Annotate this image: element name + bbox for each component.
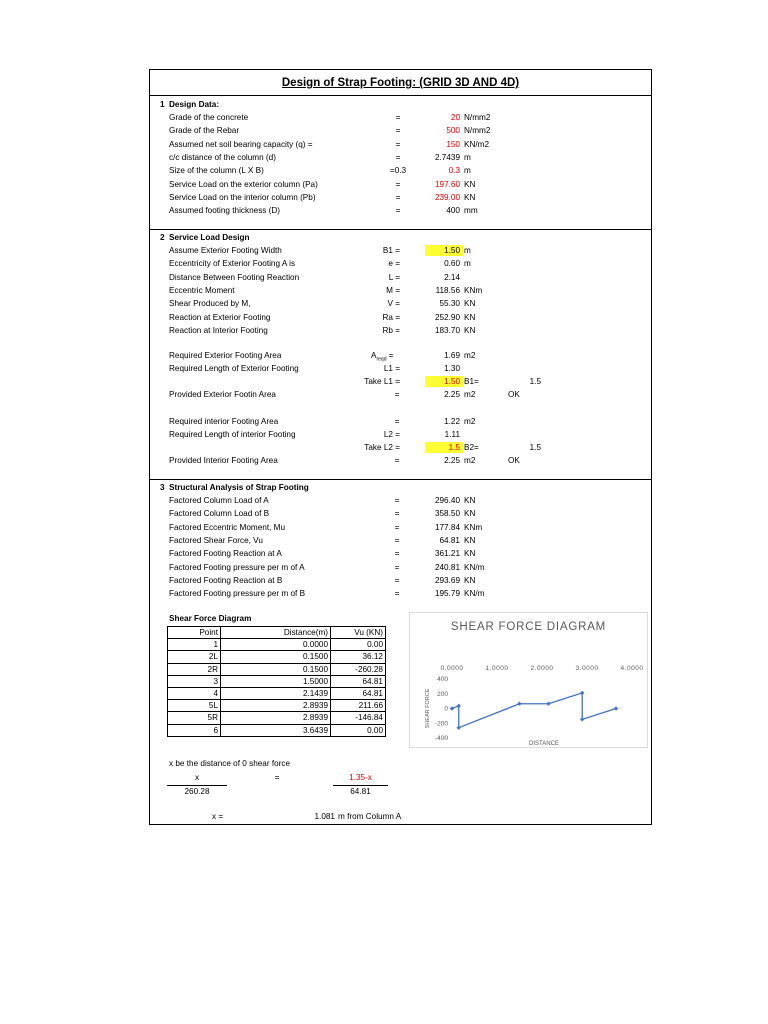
- design-data-label: Service Load on the interior column (Pb): [169, 192, 316, 202]
- structural-analysis-label: Factored Shear Force, Vu: [169, 535, 263, 545]
- x-tick-label: 3.0000: [575, 665, 599, 672]
- table-cell: -260.28: [331, 663, 386, 675]
- ext-prov-unit: m2: [464, 390, 476, 399]
- int-take-b-label: B2=: [464, 443, 479, 452]
- design-data-unit: N/mm2: [464, 113, 491, 122]
- structural-analysis-label: Factored Footing pressure per m of B: [169, 589, 306, 599]
- ext-req-area-value: 1.69: [444, 351, 460, 360]
- table-cell: 0.1500: [221, 663, 331, 675]
- design-data-value: 20: [450, 113, 460, 122]
- design-data-value: 0.3: [448, 166, 460, 176]
- structural-analysis-value: 358.50: [434, 509, 460, 519]
- section-divider: [150, 479, 651, 480]
- design-data-unit: mm: [464, 206, 478, 216]
- zero-shear-caption: x be the distance of 0 shear force: [169, 759, 291, 768]
- service-load-value: 2.14: [444, 272, 460, 282]
- table-row: [168, 687, 386, 699]
- table-cell: 2.8939: [221, 712, 331, 724]
- data-point: [580, 717, 584, 721]
- service-load-symbol: B1 =: [382, 246, 400, 255]
- design-data-label: Service Load on the exterior column (Pa): [169, 179, 318, 189]
- ext-prov-eq: =: [394, 390, 400, 399]
- table-cell: 5L: [168, 700, 221, 712]
- service-load-symbol: M =: [386, 285, 400, 295]
- service-load-value: 252.90: [434, 312, 460, 322]
- design-data-label: c/c distance of the column (d): [169, 152, 276, 162]
- structural-analysis-eq: =: [394, 509, 400, 519]
- y-tick-label: -400: [434, 735, 448, 742]
- design-data-unit: KN/m2: [464, 139, 490, 149]
- table-header-cell: Point: [168, 627, 221, 639]
- design-data-label: Assumed net soil bearing capacity (q) =: [169, 139, 313, 149]
- int-take-value: 1.5: [448, 443, 460, 452]
- int-take-b-value: 1.5: [529, 443, 541, 452]
- table-cell: 2L: [168, 651, 221, 663]
- design-data-value: 197.60: [434, 179, 460, 189]
- table-cell: 6: [168, 724, 221, 736]
- table-cell: 1: [168, 639, 221, 651]
- design-data-unit: m: [464, 152, 471, 162]
- service-load-symbol: Ra =: [382, 312, 400, 322]
- structural-analysis-value: 293.69: [434, 575, 460, 585]
- int-req-area-unit: m2: [464, 417, 476, 426]
- zero-shear-num-left: x: [194, 773, 200, 782]
- int-prov-unit: m2: [464, 456, 476, 465]
- table-cell: 2.1439: [221, 687, 331, 699]
- service-load-label: Assume Exterior Footing Width: [169, 246, 282, 255]
- service-load-value: 1.50: [444, 246, 460, 255]
- design-data-unit: N/mm2: [464, 126, 491, 136]
- design-data-value: 2.7439: [434, 152, 460, 162]
- zero-shear-den-left: 260.28: [184, 787, 210, 796]
- service-load-value: 55.30: [439, 299, 460, 309]
- section1-heading: Design Data:: [169, 100, 220, 109]
- structural-analysis-eq: =: [394, 549, 400, 559]
- structural-analysis-unit: KN: [464, 549, 476, 559]
- table-row: [168, 639, 386, 651]
- ext-take-symbol: Take L1 =: [364, 377, 400, 386]
- structural-analysis-eq: =: [394, 575, 400, 585]
- table-cell: 4: [168, 687, 221, 699]
- table-cell: 64.81: [331, 675, 386, 687]
- int-req-len-label: Required Length of interior Footing: [169, 430, 296, 439]
- ext-prov-label: Provided Exterior Footin Area: [169, 390, 276, 399]
- int-req-area-eq: =: [394, 417, 400, 426]
- section-divider: [150, 229, 651, 230]
- structural-analysis-value: 64.81: [439, 535, 460, 545]
- table-cell: 0.00: [331, 724, 386, 736]
- design-data-unit: KN: [464, 192, 476, 202]
- structural-analysis-value: 361.21: [434, 549, 460, 559]
- design-data-label: Grade of the concrete: [169, 113, 249, 122]
- ext-take-value: 1.50: [444, 377, 460, 386]
- ext-prov-value: 2.25: [444, 390, 460, 399]
- series-line: [452, 693, 616, 728]
- structural-analysis-unit: KN: [464, 496, 476, 505]
- ext-take-b-value: 1.5: [529, 377, 541, 386]
- design-data-value: 500: [446, 126, 460, 136]
- x-tick-label: 0.0000: [440, 665, 464, 672]
- design-data-label: Grade of the Rebar: [169, 126, 240, 136]
- table-cell: 2R: [168, 663, 221, 675]
- design-data-value: 239.00: [434, 192, 460, 202]
- structural-analysis-value: 240.81: [434, 562, 460, 572]
- int-ok: OK: [508, 456, 520, 465]
- service-load-unit: KN: [464, 299, 476, 309]
- x-tick-label: 4.0000: [620, 665, 644, 672]
- structural-analysis-label: Factored Column Load of A: [169, 496, 269, 505]
- structural-analysis-unit: KN/m: [464, 562, 485, 572]
- table-cell: 64.81: [331, 687, 386, 699]
- section2-number: 2: [160, 233, 165, 242]
- structural-analysis-value: 195.79: [434, 589, 460, 599]
- fraction-line-left: [167, 785, 227, 786]
- ext-req-len-value: 1.30: [444, 364, 460, 373]
- x-value: 1.081: [314, 812, 335, 821]
- table-header-cell: Distance(m): [221, 627, 331, 639]
- structural-analysis-eq: =: [394, 535, 400, 545]
- ext-ok: OK: [508, 390, 520, 399]
- design-data-eq: =: [395, 179, 401, 189]
- structural-analysis-unit: KN: [464, 575, 476, 585]
- structural-analysis-unit: KN: [464, 535, 476, 545]
- ext-areq-symbol: $A_{reqd}$ =: [371, 351, 394, 363]
- int-req-area-label: Required interior Footing Area: [169, 417, 279, 426]
- service-load-label: Reaction at Exterior Footing: [169, 312, 271, 322]
- x-tick-label: 1.0000: [485, 665, 509, 672]
- structural-analysis-label: Factored Footing Reaction at A: [169, 549, 282, 559]
- design-data-value: 400: [446, 206, 460, 216]
- design-data-eq: =: [395, 152, 401, 162]
- y-tick-label: 400: [437, 676, 448, 683]
- ext-take-b-label: B1=: [464, 377, 479, 386]
- section3-number: 3: [160, 483, 165, 492]
- sheet-title: Design of Strap Footing: (GRID 3D AND 4D): [150, 70, 651, 96]
- sfd-table-title: Shear Force Diagram: [169, 614, 252, 623]
- int-take-symbol: Take L2 =: [364, 443, 400, 452]
- table-cell: 0.00: [331, 639, 386, 651]
- table-cell: -146.84: [331, 712, 386, 724]
- structural-analysis-eq: =: [394, 522, 400, 532]
- design-data-eq: =: [395, 113, 401, 122]
- table-row: [168, 663, 386, 675]
- service-load-symbol: e =: [388, 259, 400, 269]
- design-data-eq: =: [395, 206, 401, 216]
- design-data-value: 150: [446, 139, 460, 149]
- table-cell: 2.8939: [221, 700, 331, 712]
- table-header-cell: Vu (KN): [331, 627, 386, 639]
- ext-req-len-symbol: L1 =: [383, 364, 400, 373]
- data-point: [457, 725, 461, 729]
- table-header-row: [168, 627, 386, 639]
- int-prov-label: Provided Interior Footing Area: [169, 456, 278, 465]
- service-load-label: Reaction at Interior Footing: [169, 325, 268, 335]
- x-unit: m from Column A: [338, 812, 402, 821]
- int-req-len-symbol: L2 =: [383, 430, 400, 439]
- table-cell: 36.12: [331, 651, 386, 663]
- y-tick-label: -200: [434, 720, 448, 728]
- ext-req-area-unit: m2: [464, 351, 476, 360]
- design-sheet: [149, 69, 652, 825]
- design-data-label: Size of the column (L X B): [169, 166, 264, 176]
- service-load-unit: m: [464, 259, 471, 269]
- structural-analysis-label: Factored Eccentric Moment, Mu: [169, 522, 286, 532]
- section3-heading: Structural Analysis of Strap Footing: [169, 483, 309, 492]
- y-tick-label: 200: [437, 690, 448, 698]
- table-row: [168, 700, 386, 712]
- service-load-symbol: L =: [388, 272, 400, 282]
- int-req-len-value: 1.11: [444, 430, 460, 439]
- zero-shear-eq: =: [274, 773, 280, 782]
- service-load-unit: m: [464, 246, 471, 255]
- structural-analysis-eq: =: [394, 496, 400, 505]
- service-load-symbol: V =: [387, 299, 400, 309]
- design-data-label: Assumed footing thickness (D): [169, 206, 281, 216]
- service-load-label: Eccentric Moment: [169, 285, 235, 295]
- section1-number: 1: [160, 100, 165, 109]
- zero-shear-den-right: 64.81: [350, 787, 371, 796]
- service-load-unit: KN: [464, 325, 476, 335]
- chart-plot: [410, 613, 647, 747]
- ext-req-area-label: Required Exterior Footing Area: [169, 351, 282, 360]
- design-data-eq: =: [395, 192, 401, 202]
- table-cell: 0.1500: [221, 651, 331, 663]
- data-point: [546, 702, 550, 706]
- data-point: [614, 706, 618, 710]
- design-data-eq: =0.3: [389, 166, 407, 176]
- table-row: [168, 675, 386, 687]
- table-row: [168, 712, 386, 724]
- design-data-eq: =: [395, 139, 401, 149]
- design-data-unit: KN: [464, 179, 476, 189]
- service-load-unit: KN: [464, 312, 476, 322]
- service-load-label: Distance Between Footing Reaction: [169, 272, 300, 282]
- service-load-label: Shear Produced by M,: [169, 299, 251, 309]
- int-req-area-value: 1.22: [444, 417, 460, 426]
- structural-analysis-label: Factored Column Load of B: [169, 509, 270, 519]
- structural-analysis-value: 296.40: [434, 496, 460, 505]
- table-row: [168, 651, 386, 663]
- table-cell: 3.6439: [221, 724, 331, 736]
- ext-req-len-label: Required Length of Exterior Footing: [169, 364, 299, 373]
- structural-analysis-label: Factored Footing Reaction at B: [169, 575, 283, 585]
- int-prov-value: 2.25: [444, 456, 460, 465]
- service-load-value: 118.56: [435, 285, 460, 295]
- data-point: [580, 691, 584, 695]
- chart-title: SHEAR FORCE DIAGRAM: [450, 621, 607, 633]
- data-point: [450, 706, 454, 710]
- x-tick-label: 2.0000: [530, 665, 554, 672]
- section2-heading: Service Load Design: [169, 233, 250, 242]
- table-cell: 211.66: [331, 700, 386, 712]
- structural-analysis-eq: =: [394, 562, 400, 572]
- shear-force-table: [167, 626, 386, 737]
- fraction-line-right: [333, 785, 388, 786]
- service-load-value: 0.60: [444, 259, 460, 269]
- service-load-symbol: Rb =: [382, 325, 400, 335]
- service-load-label: Eccentricity of Exterior Footing A is: [169, 259, 296, 269]
- table-cell: 1.5000: [221, 675, 331, 687]
- service-load-value: 183.70: [434, 325, 460, 335]
- y-axis-title: SHEAR FORCE: [425, 688, 431, 729]
- structural-analysis-eq: =: [394, 589, 400, 599]
- y-tick-label: 0: [444, 705, 448, 713]
- service-load-unit: KNm: [464, 285, 483, 295]
- table-cell: 0.0000: [221, 639, 331, 651]
- design-data-eq: =: [395, 126, 401, 136]
- structural-analysis-unit: KNm: [464, 522, 483, 532]
- table-cell: 3: [168, 675, 221, 687]
- table-cell: 5R: [168, 712, 221, 724]
- data-point: [457, 704, 461, 708]
- design-data-unit: m: [464, 166, 471, 176]
- int-prov-eq: =: [394, 456, 400, 465]
- structural-analysis-label: Factored Footing pressure per m of A: [169, 562, 305, 572]
- x-axis-title: DISTANCE: [529, 741, 559, 747]
- structural-analysis-value: 177.84: [434, 522, 460, 532]
- shear-force-chart: [409, 612, 648, 748]
- zero-shear-num-right: 1.35-x: [349, 773, 372, 782]
- x-label: x =: [212, 812, 224, 821]
- structural-analysis-unit: KN/m: [464, 589, 485, 599]
- structural-analysis-unit: KN: [464, 509, 476, 519]
- table-row: [168, 724, 386, 736]
- data-point: [517, 702, 521, 706]
